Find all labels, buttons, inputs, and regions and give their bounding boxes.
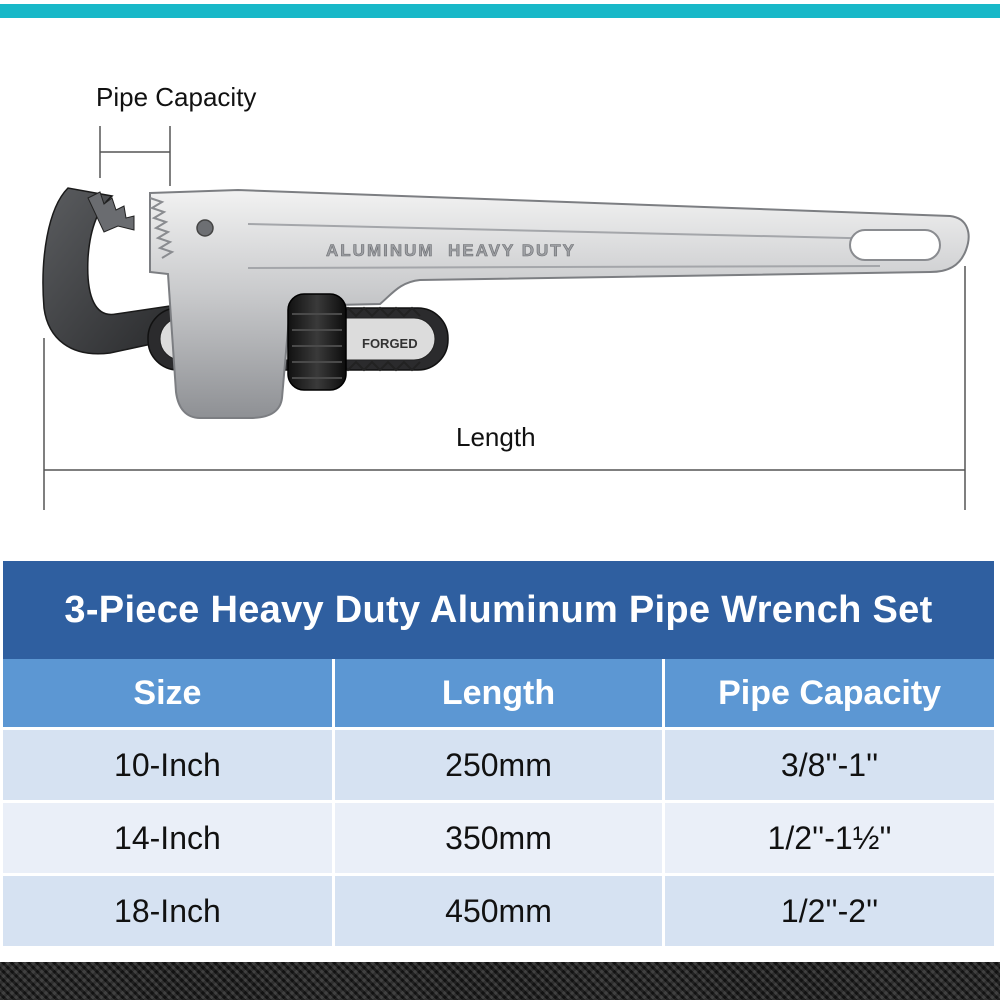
carbon-fiber-strip	[0, 962, 1000, 1000]
cell-length: 450mm	[333, 875, 663, 947]
top-accent-highlight	[0, 0, 1000, 4]
table-header-row	[3, 659, 994, 729]
cell-size: 14-Inch	[3, 802, 333, 875]
cell-size: 18-Inch	[3, 875, 333, 947]
wrench-stamp-text: ALUMINUM HEAVY DUTY	[326, 241, 576, 260]
handle-hang-hole	[850, 230, 940, 260]
wrench-body	[150, 190, 969, 418]
header-length: Length	[333, 659, 663, 729]
length-label: Length	[456, 422, 536, 452]
pipe-capacity-label: Pipe Capacity	[96, 82, 257, 112]
table-row	[3, 729, 994, 802]
table-title-row	[3, 561, 994, 659]
table-title: 3-Piece Heavy Duty Aluminum Pipe Wrench Set	[3, 561, 994, 659]
adjusting-nut	[288, 294, 346, 390]
pipe-capacity-dimension	[100, 126, 170, 186]
cell-pipe-capacity: 1/2''-1½''	[664, 802, 994, 875]
cell-length: 350mm	[333, 802, 663, 875]
rivet-icon	[197, 220, 213, 236]
cell-pipe-capacity: 3/8''-1''	[664, 729, 994, 802]
wrench-dimension-diagram	[0, 18, 1000, 538]
nut-stamp-text: FORGED	[362, 336, 418, 351]
cell-size: 10-Inch	[3, 729, 333, 802]
header-pipe-capacity: Pipe Capacity	[664, 659, 994, 729]
cell-pipe-capacity: 1/2''-2''	[664, 875, 994, 947]
header-size: Size	[3, 659, 333, 729]
table-row	[3, 875, 994, 947]
table-row	[3, 802, 994, 875]
spec-table	[3, 561, 994, 946]
cell-length: 250mm	[333, 729, 663, 802]
